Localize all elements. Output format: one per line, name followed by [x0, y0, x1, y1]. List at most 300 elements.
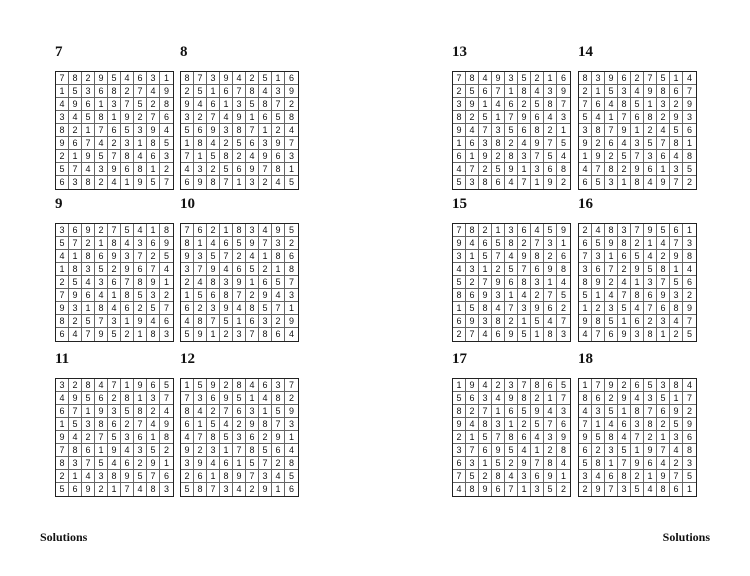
sudoku-cell: 4: [69, 328, 82, 341]
sudoku-cell: 2: [466, 405, 479, 418]
sudoku-cell: 6: [579, 237, 592, 250]
sudoku-cell: 7: [82, 328, 95, 341]
sudoku-cell: 3: [631, 418, 644, 431]
sudoku-cell: 6: [82, 289, 95, 302]
sudoku-cell: 8: [121, 150, 134, 163]
sudoku-cell: 7: [531, 237, 544, 250]
sudoku-cell: 1: [531, 328, 544, 341]
sudoku-cell: 3: [272, 237, 285, 250]
sudoku-cell: 2: [95, 224, 108, 237]
sudoku-cell: 9: [207, 263, 220, 276]
sudoku-cell: 3: [194, 250, 207, 263]
sudoku-cell: 7: [233, 85, 246, 98]
sudoku-cell: 2: [605, 392, 618, 405]
sudoku-cell: 6: [644, 163, 657, 176]
sudoku-cell: 5: [160, 250, 173, 263]
sudoku-cell: 7: [479, 124, 492, 137]
sudoku-cell: 3: [683, 237, 696, 250]
sudoku-cell: 6: [56, 328, 69, 341]
sudoku-cell: 1: [194, 237, 207, 250]
sudoku-cell: 8: [121, 392, 134, 405]
sudoku-cell: 2: [492, 263, 505, 276]
sudoku-cell: 3: [557, 405, 570, 418]
sudoku-cell: 5: [220, 163, 233, 176]
sudoku-cell: 6: [479, 237, 492, 250]
sudoku-cell: 5: [121, 224, 134, 237]
sudoku-cell: 9: [557, 431, 570, 444]
sudoku-cell: 8: [82, 250, 95, 263]
sudoku-cell: 4: [453, 163, 466, 176]
sudoku-cell: 2: [82, 72, 95, 85]
sudoku-cell: 3: [194, 163, 207, 176]
sudoku-cell: 8: [69, 72, 82, 85]
sudoku-cell: 2: [272, 457, 285, 470]
sudoku-cell: 2: [69, 379, 82, 392]
sudoku-cell: 7: [285, 379, 298, 392]
sudoku-cell: 4: [95, 289, 108, 302]
sudoku-cell: 9: [220, 72, 233, 85]
sudoku-cell: 7: [56, 444, 69, 457]
sudoku-cell: 2: [605, 150, 618, 163]
sudoku-cell: 9: [108, 444, 121, 457]
puzzle-number: 15: [452, 196, 467, 212]
sudoku-cell: 9: [518, 111, 531, 124]
sudoku-cell: 7: [207, 315, 220, 328]
sudoku-cell: 9: [285, 405, 298, 418]
sudoku-cell: 2: [220, 137, 233, 150]
sudoku-cell: 1: [492, 224, 505, 237]
sudoku-cell: 4: [121, 72, 134, 85]
sudoku-cell: 8: [272, 250, 285, 263]
sudoku-cell: 8: [207, 276, 220, 289]
sudoku-cell: 3: [631, 328, 644, 341]
sudoku-cell: 9: [605, 379, 618, 392]
sudoku-cell: 9: [631, 457, 644, 470]
sudoku-cell: 6: [56, 405, 69, 418]
sudoku-cell: 5: [492, 163, 505, 176]
sudoku-cell: 4: [592, 470, 605, 483]
sudoku-cell: 5: [505, 263, 518, 276]
sudoku-cell: 6: [194, 124, 207, 137]
sudoku-cell: 4: [288, 329, 294, 339]
sudoku-cell: 1: [657, 431, 670, 444]
sudoku-cell: 9: [557, 85, 570, 98]
sudoku-cell: 3: [82, 418, 95, 431]
sudoku-cell: 6: [683, 431, 696, 444]
sudoku-cell: 4: [246, 150, 259, 163]
sudoku-cell: 5: [272, 111, 285, 124]
sudoku-cell: 1: [272, 72, 285, 85]
sudoku-cell: 7: [108, 379, 121, 392]
sudoku-cell: 3: [233, 98, 246, 111]
sudoku-cell: 4: [557, 276, 570, 289]
sudoku-cell: 3: [579, 124, 592, 137]
sudoku-cell: 3: [453, 98, 466, 111]
sudoku-cell: 2: [134, 457, 147, 470]
sudoku-cell: 3: [69, 176, 82, 189]
sudoku-cell: 3: [618, 85, 631, 98]
sudoku-cell: 7: [605, 483, 618, 496]
sudoku-puzzle: [578, 196, 695, 342]
sudoku-cell: 8: [194, 137, 207, 150]
sudoku-cell: 5: [644, 263, 657, 276]
sudoku-cell: 3: [56, 379, 69, 392]
sudoku-cell: 4: [618, 137, 631, 150]
sudoku-cell: 2: [134, 111, 147, 124]
sudoku-cell: 6: [531, 111, 544, 124]
sudoku-cell: 5: [56, 163, 69, 176]
sudoku-cell: 1: [108, 111, 121, 124]
sudoku-cell: 7: [207, 483, 220, 496]
sudoku-cell: 5: [492, 457, 505, 470]
sudoku-cell: 1: [466, 250, 479, 263]
sudoku-cell: 7: [285, 276, 298, 289]
sudoku-cell: 5: [246, 98, 259, 111]
sudoku-cell: 2: [233, 250, 246, 263]
sudoku-cell: 5: [505, 124, 518, 137]
sudoku-cell: 9: [181, 444, 194, 457]
sudoku-cell: 9: [121, 470, 134, 483]
sudoku-cell: 1: [121, 379, 134, 392]
sudoku-cell: 6: [579, 444, 592, 457]
sudoku-cell: 8: [453, 289, 466, 302]
sudoku-cell: 9: [644, 224, 657, 237]
sudoku-cell: 2: [181, 276, 194, 289]
sudoku-cell: 2: [492, 150, 505, 163]
sudoku-cell: 6: [670, 224, 683, 237]
sudoku-cell: 6: [285, 72, 298, 85]
sudoku-cell: 8: [466, 483, 479, 496]
sudoku-cell: 1: [233, 176, 246, 189]
sudoku-grid: [55, 71, 174, 190]
sudoku-cell: 6: [220, 457, 233, 470]
sudoku-cell: 4: [557, 457, 570, 470]
sudoku-cell: 7: [579, 250, 592, 263]
sudoku-cell: 9: [69, 289, 82, 302]
sudoku-puzzle: [180, 196, 297, 342]
sudoku-cell: 4: [670, 444, 683, 457]
puzzle-number: 12: [180, 351, 195, 367]
sudoku-cell: 9: [194, 176, 207, 189]
sudoku-cell: 5: [95, 150, 108, 163]
sudoku-cell: 8: [56, 457, 69, 470]
sudoku-cell: 7: [631, 431, 644, 444]
sudoku-puzzle: [452, 44, 569, 190]
puzzle-number: 18: [578, 351, 593, 367]
sudoku-cell: 6: [557, 72, 570, 85]
sudoku-puzzle: [452, 196, 569, 342]
sudoku-cell: 5: [108, 72, 121, 85]
sudoku-cell: 5: [69, 85, 82, 98]
sudoku-cell: 4: [181, 315, 194, 328]
sudoku-cell: 7: [69, 405, 82, 418]
sudoku-cell: 7: [644, 405, 657, 418]
sudoku-cell: 9: [259, 150, 272, 163]
sudoku-cell: 8: [492, 315, 505, 328]
sudoku-cell: 2: [518, 418, 531, 431]
sudoku-cell: 9: [160, 85, 173, 98]
sudoku-cell: 7: [233, 444, 246, 457]
sudoku-cell: 1: [618, 176, 631, 189]
sudoku-cell: 3: [518, 302, 531, 315]
sudoku-cell: 3: [492, 418, 505, 431]
sudoku-cell: 4: [69, 431, 82, 444]
sudoku-cell: 9: [134, 176, 147, 189]
sudoku-cell: 8: [631, 405, 644, 418]
sudoku-cell: 1: [631, 124, 644, 137]
sudoku-cell: 7: [505, 111, 518, 124]
sudoku-cell: 5: [466, 470, 479, 483]
sudoku-cell: 9: [233, 470, 246, 483]
sudoku-cell: 7: [246, 328, 259, 341]
sudoku-cell: 5: [657, 72, 670, 85]
sudoku-cell: 5: [592, 431, 605, 444]
sudoku-cell: 2: [246, 72, 259, 85]
sudoku-cell: 8: [259, 418, 272, 431]
sudoku-cell: 6: [95, 85, 108, 98]
sudoku-cell: 7: [285, 137, 298, 150]
sudoku-cell: 8: [657, 85, 670, 98]
sudoku-cell: 1: [285, 431, 298, 444]
sudoku-cell: 7: [147, 470, 160, 483]
sudoku-cell: 2: [657, 250, 670, 263]
sudoku-cell: 8: [531, 124, 544, 137]
sudoku-cell: 2: [82, 237, 95, 250]
sudoku-cell: 7: [618, 289, 631, 302]
sudoku-cell: 8: [618, 98, 631, 111]
sudoku-cell: 7: [160, 392, 173, 405]
sudoku-cell: 6: [95, 250, 108, 263]
sudoku-cell: 5: [631, 98, 644, 111]
sudoku-cell: 7: [579, 418, 592, 431]
sudoku-cell: 4: [466, 237, 479, 250]
sudoku-cell: 1: [453, 302, 466, 315]
sudoku-cell: 2: [194, 111, 207, 124]
sudoku-cell: 3: [618, 224, 631, 237]
sudoku-cell: 8: [220, 470, 233, 483]
sudoku-cell: 1: [134, 392, 147, 405]
sudoku-cell: 7: [147, 263, 160, 276]
sudoku-cell: 3: [181, 111, 194, 124]
sudoku-cell: 8: [453, 405, 466, 418]
sudoku-cell: 7: [233, 289, 246, 302]
sudoku-cell: 2: [479, 224, 492, 237]
sudoku-cell: 6: [544, 302, 557, 315]
sudoku-cell: 7: [56, 72, 69, 85]
sudoku-cell: 5: [285, 470, 298, 483]
sudoku-cell: 4: [220, 263, 233, 276]
sudoku-cell: 9: [134, 379, 147, 392]
sudoku-cell: 4: [505, 176, 518, 189]
sudoku-cell: 4: [121, 237, 134, 250]
sudoku-cell: 9: [285, 85, 298, 98]
sudoku-cell: 2: [285, 98, 298, 111]
sudoku-cell: 2: [56, 470, 69, 483]
sudoku-cell: 6: [272, 150, 285, 163]
sudoku-cell: 9: [657, 470, 670, 483]
sudoku-cell: 7: [557, 98, 570, 111]
sudoku-cell: 3: [259, 315, 272, 328]
sudoku-cell: 7: [518, 263, 531, 276]
sudoku-cell: 6: [518, 124, 531, 137]
sudoku-cell: 1: [207, 328, 220, 341]
sudoku-cell: 4: [272, 289, 285, 302]
sudoku-cell: 4: [95, 379, 108, 392]
sudoku-cell: 9: [657, 176, 670, 189]
puzzle-number: 7: [55, 44, 63, 60]
sudoku-cell: 5: [579, 289, 592, 302]
sudoku-cell: 6: [134, 431, 147, 444]
sudoku-cell: 6: [492, 328, 505, 341]
sudoku-cell: 1: [518, 483, 531, 496]
sudoku-cell: 1: [160, 276, 173, 289]
sudoku-cell: 2: [147, 250, 160, 263]
sudoku-cell: 9: [108, 163, 121, 176]
sudoku-cell: 1: [285, 302, 298, 315]
sudoku-cell: 9: [95, 328, 108, 341]
sudoku-cell: 4: [181, 431, 194, 444]
sudoku-cell: 9: [670, 405, 683, 418]
sudoku-cell: 3: [618, 483, 631, 496]
sudoku-cell: 2: [95, 483, 108, 496]
sudoku-cell: 5: [207, 150, 220, 163]
sudoku-cell: 5: [479, 431, 492, 444]
sudoku-cell: 7: [95, 431, 108, 444]
sudoku-cell: 3: [147, 289, 160, 302]
sudoku-cell: 1: [69, 470, 82, 483]
sudoku-cell: 3: [544, 431, 557, 444]
sudoku-cell: 2: [233, 418, 246, 431]
sudoku-cell: 8: [453, 111, 466, 124]
sudoku-cell: 7: [683, 85, 696, 98]
sudoku-cell: 8: [505, 237, 518, 250]
sudoku-cell: 1: [82, 302, 95, 315]
sudoku-cell: 9: [492, 276, 505, 289]
sudoku-cell: 3: [605, 302, 618, 315]
sudoku-cell: 8: [220, 289, 233, 302]
sudoku-cell: 3: [121, 250, 134, 263]
sudoku-cell: 5: [220, 431, 233, 444]
sudoku-cell: 4: [147, 315, 160, 328]
sudoku-cell: 6: [134, 263, 147, 276]
sudoku-cell: 1: [82, 124, 95, 137]
sudoku-cell: 7: [466, 328, 479, 341]
sudoku-cell: 9: [233, 276, 246, 289]
sudoku-cell: 3: [466, 263, 479, 276]
sudoku-cell: 4: [605, 98, 618, 111]
sudoku-cell: 4: [492, 392, 505, 405]
sudoku-cell: 7: [518, 379, 531, 392]
sudoku-cell: 1: [220, 98, 233, 111]
sudoku-cell: 2: [285, 237, 298, 250]
sudoku-cell: 9: [259, 483, 272, 496]
sudoku-cell: 6: [194, 470, 207, 483]
sudoku-cell: 3: [657, 98, 670, 111]
sudoku-cell: 3: [220, 124, 233, 137]
sudoku-grid: [55, 223, 174, 342]
sudoku-cell: 3: [285, 150, 298, 163]
sudoku-cell: 2: [492, 379, 505, 392]
sudoku-cell: 4: [518, 137, 531, 150]
sudoku-cell: 6: [181, 176, 194, 189]
sudoku-cell: 1: [160, 72, 173, 85]
sudoku-cell: 9: [657, 289, 670, 302]
sudoku-cell: 4: [453, 263, 466, 276]
sudoku-cell: 8: [108, 470, 121, 483]
sudoku-cell: 6: [466, 137, 479, 150]
sudoku-cell: 4: [207, 457, 220, 470]
sudoku-cell: 8: [246, 302, 259, 315]
sudoku-puzzle: [55, 351, 172, 497]
sudoku-cell: 9: [579, 315, 592, 328]
sudoku-cell: 3: [631, 137, 644, 150]
sudoku-cell: 7: [618, 457, 631, 470]
sudoku-cell: 1: [181, 289, 194, 302]
sudoku-cell: 2: [683, 405, 696, 418]
sudoku-cell: 1: [466, 431, 479, 444]
sudoku-cell: 5: [531, 98, 544, 111]
sudoku-cell: 8: [618, 470, 631, 483]
sudoku-cell: 2: [531, 289, 544, 302]
sudoku-cell: 3: [147, 72, 160, 85]
sudoku-cell: 1: [531, 176, 544, 189]
sudoku-cell: 6: [505, 405, 518, 418]
sudoku-cell: 9: [544, 470, 557, 483]
sudoku-cell: 5: [453, 176, 466, 189]
sudoku-cell: 4: [56, 392, 69, 405]
sudoku-cell: 2: [466, 111, 479, 124]
sudoku-cell: 9: [557, 224, 570, 237]
sudoku-cell: 2: [670, 457, 683, 470]
sudoku-cell: 5: [605, 85, 618, 98]
sudoku-cell: 4: [147, 418, 160, 431]
sudoku-cell: 9: [194, 328, 207, 341]
sudoku-cell: 9: [56, 137, 69, 150]
sudoku-cell: 5: [194, 289, 207, 302]
sudoku-cell: 1: [686, 484, 692, 494]
sudoku-cell: 8: [272, 392, 285, 405]
sudoku-cell: 8: [285, 457, 298, 470]
sudoku-cell: 5: [246, 263, 259, 276]
sudoku-cell: 8: [479, 418, 492, 431]
sudoku-cell: 6: [492, 483, 505, 496]
sudoku-cell: 2: [670, 98, 683, 111]
sudoku-cell: 4: [134, 483, 147, 496]
sudoku-cell: 5: [644, 137, 657, 150]
sudoku-cell: 8: [683, 150, 696, 163]
sudoku-cell: 8: [95, 302, 108, 315]
sudoku-cell: 4: [82, 163, 95, 176]
sudoku-cell: 6: [207, 98, 220, 111]
sudoku-cell: 8: [492, 470, 505, 483]
sudoku-cell: 2: [657, 418, 670, 431]
sudoku-cell: 8: [246, 444, 259, 457]
sudoku-cell: 5: [56, 483, 69, 496]
sudoku-cell: 5: [272, 405, 285, 418]
puzzle-number: 17: [452, 351, 467, 367]
sudoku-cell: 8: [69, 444, 82, 457]
sudoku-cell: 2: [194, 302, 207, 315]
sudoku-cell: 6: [518, 224, 531, 237]
sudoku-cell: 4: [285, 124, 298, 137]
sudoku-cell: 7: [259, 163, 272, 176]
sudoku-cell: 1: [518, 163, 531, 176]
sudoku-cell: 9: [207, 379, 220, 392]
sudoku-cell: 1: [592, 418, 605, 431]
sudoku-cell: 4: [518, 289, 531, 302]
sudoku-cell: 9: [466, 315, 479, 328]
sudoku-cell: 8: [181, 237, 194, 250]
